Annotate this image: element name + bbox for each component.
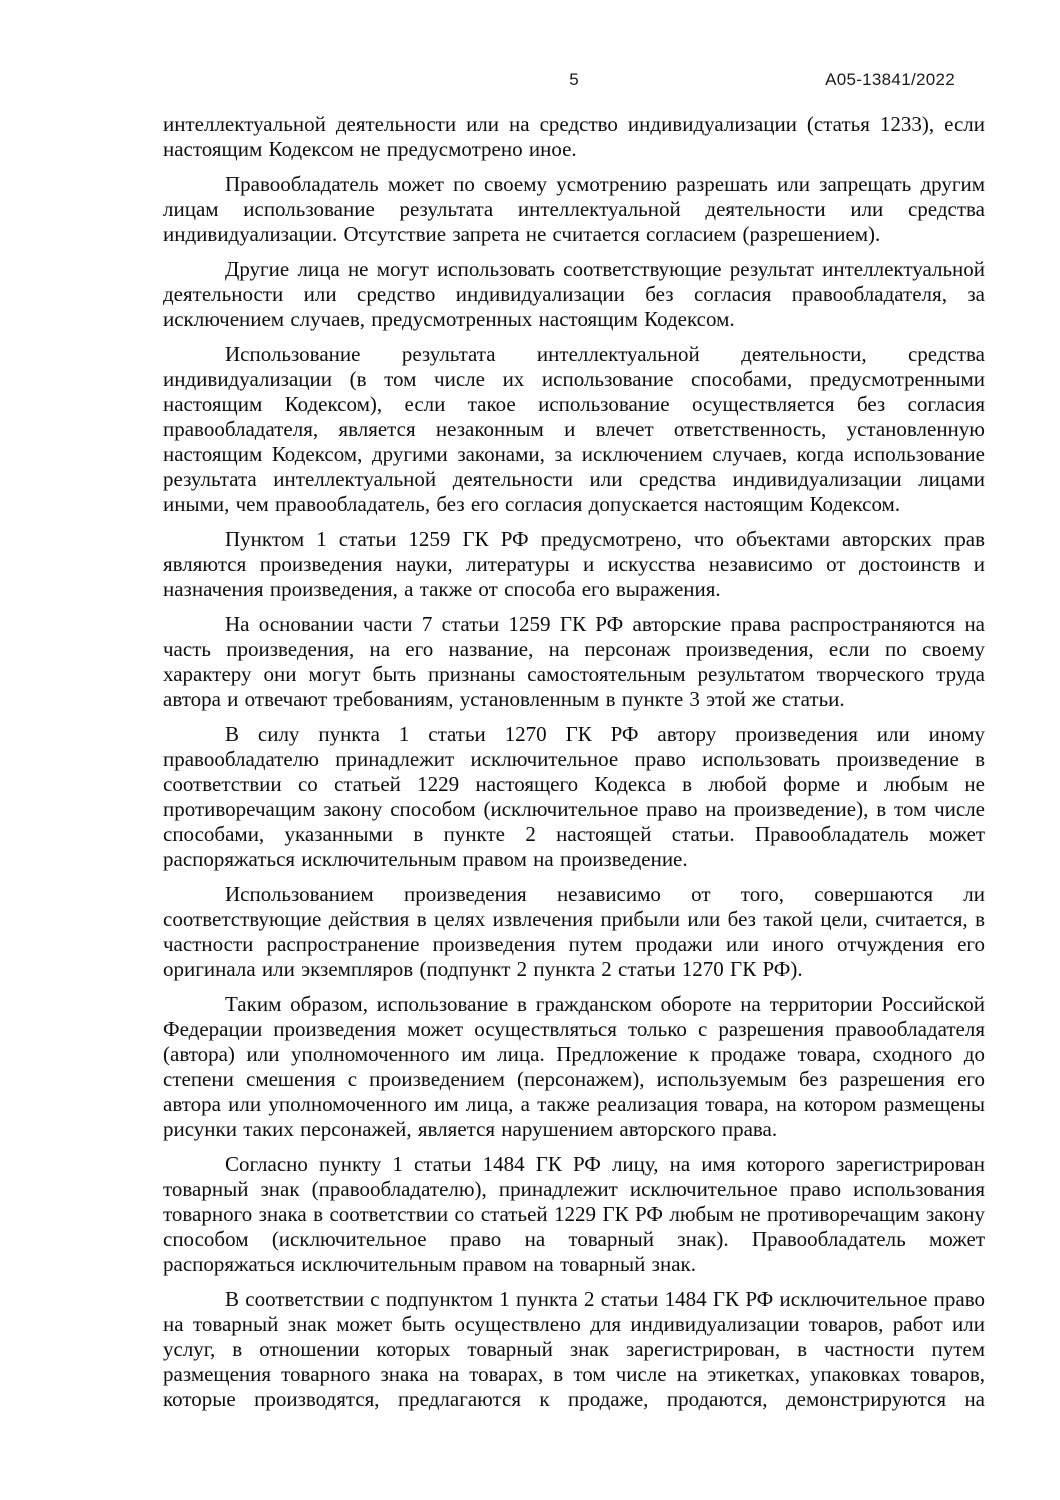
paragraph: В силу пункта 1 статьи 1270 ГК РФ автору произведения или иному правообладателю принадлежит исключительное право использовать произведение в соответствии со статьей 1229 настоящего Кодекса в любой форме и любым не противоречащим закону способом (исключительное право на произведение), в том числе способами, указанными в пункте 2 настоящей статьи. Правообладатель может распоряжаться исключительным правом на произведение. [163,722,985,871]
paragraph: интеллектуальной деятельности или на средство индивидуализации (статья 1233), если настоящим Кодексом не предусмотрено иное. [163,112,985,161]
page-number: 5 [569,70,579,89]
paragraph: Пунктом 1 статьи 1259 ГК РФ предусмотрено, что объектами авторских прав являются произведения науки, литературы и искусства независимо от достоинств и назначения произведения, а также от способа его выражения. [163,527,985,601]
case-number: А05-13841/2022 [825,70,955,89]
paragraph: Согласно пункту 1 статьи 1484 ГК РФ лицу, на имя которого зарегистрирован товарный знак (правообладателю), принадлежит исключительное право использования товарного знака в соответствии со статьей 1229 ГК РФ любым не противоречащим закону способом (исключительное право на товарный знак). Правообладатель может распоряжаться исключительным правом на товарный знак. [163,1152,985,1276]
paragraph: Правообладатель может по своему усмотрению разрешать или запрещать другим лицам использование результата интеллектуальной деятельности или средства индивидуализации. Отсутствие запрета не считается согласием (разрешением). [163,172,985,246]
paragraph: Использование результата интеллектуальной деятельности, средства индивидуализации (в том числе их использование способами, предусмотренными настоящим Кодексом), если такое использование осуществляется без согласия правообладателя, является незаконным и влечет ответственность, установленную настоящим Кодексом, другими законами, за исключением случаев, когда использование результата интеллектуальной деятельности или средства индивидуализации лицами иными, чем правообладатель, без его согласия допускается настоящим Кодексом. [163,342,985,516]
document-body [163,112,985,1412]
paragraph: Таким образом, использование в гражданском обороте на территории Российской Федерации произведения может осуществляться только с разрешения правообладателя (автора) или уполномоченного им лица. Предложение к продаже товара, сходного до степени смешения с произведением (персонажем), используемым без разрешения его автора или уполномоченного им лица, а также реализация товара, на котором размещены рисунки таких персонажей, является нарушением авторского права. [163,992,985,1141]
paragraph: В соответствии с подпунктом 1 пункта 2 статьи 1484 ГК РФ исключительное право на товарный знак может быть осуществлено для индивидуализации товаров, работ или услуг, в отношении которых товарный знак зарегистрирован, в частности путем размещения товарного знака на товарах, в том числе на этикетках, упаковках товаров, которые производятся, предлагаются к продаже, продаются, демонстрируются на [163,1287,985,1411]
paragraph: Другие лица не могут использовать соответствующие результат интеллектуальной деятельности или средство индивидуализации без согласия правообладателя, за исключением случаев, предусмотренных настоящим Кодексом. [163,257,985,331]
paragraph: Использованием произведения независимо от того, совершаются ли соответствующие действия в целях извлечения прибыли или без такой цели, считается, в частности распространение произведения путем продажи или иного отчуждения его оригинала или экземпляров (подпункт 2 пункта 2 статьи 1270 ГК РФ). [163,882,985,981]
paragraph: На основании части 7 статьи 1259 ГК РФ авторские права распространяются на часть произведения, на его название, на персонаж произведения, если по своему характеру они могут быть признаны самостоятельным результатом творческого труда автора и отвечают требованиям, установленным в пункте 3 этой же статьи. [163,612,985,711]
page-header [163,70,985,92]
